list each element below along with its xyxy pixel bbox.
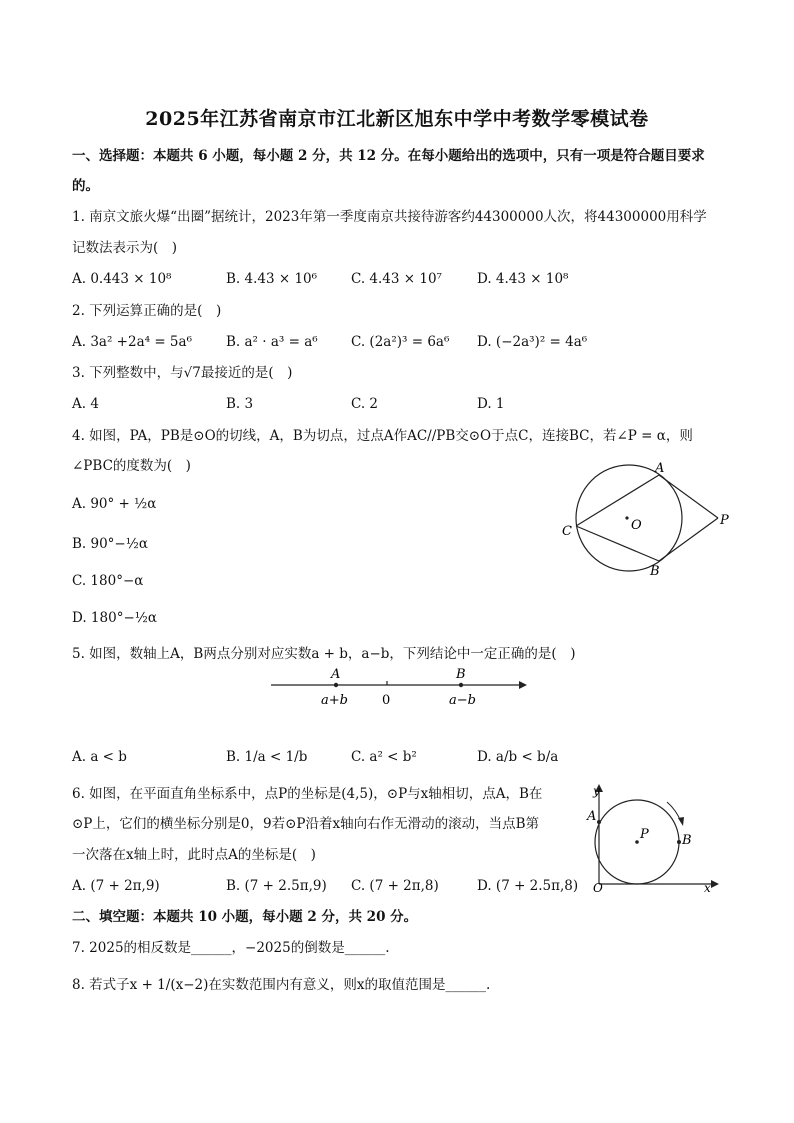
tangent-pb: [659, 518, 718, 561]
q4-option-a: A. 90° + ½α: [72, 496, 157, 512]
label-y: y: [593, 784, 600, 798]
q5-option-d: D. a/b < b/a: [477, 749, 559, 765]
label-o: O: [593, 881, 603, 895]
q4-option-d: D. 180°−½α: [72, 610, 157, 626]
q4-option-b: B. 90°−½α: [72, 536, 148, 552]
q1-option-b: B. 4.43 × 10⁶: [226, 271, 318, 287]
q6-figure: [585, 780, 725, 895]
label-b: B: [456, 667, 466, 682]
q6-option-c: C. (7 + 2π,8): [351, 878, 439, 894]
label-a: A: [655, 461, 665, 476]
label-c: C: [562, 524, 572, 539]
q5-stem: 5. 如图，数轴上A，B两点分别对应实数a + b，a−b，下列结论中一定正确的是( ): [72, 646, 576, 662]
q4-stem-cont: ∠PBC的度数为( ): [72, 458, 191, 474]
label-a-plus-b: a+b: [321, 693, 348, 708]
q8-stem: 8. 若式子x + 1/(x−2)在实数范围内有意义，则x的取值范围是______.: [72, 977, 491, 993]
q1-option-c: C. 4.43 × 10⁷: [351, 271, 442, 287]
label-b: B: [650, 564, 660, 579]
label-a: A: [587, 809, 597, 824]
q5-option-a: A. a < b: [72, 749, 127, 765]
q2-option-b: B. a² · a³ = a⁶: [226, 334, 318, 350]
q6-option-a: A. (7 + 2π,9): [72, 878, 160, 894]
label-a-minus-b: a−b: [449, 693, 476, 708]
point-b: [677, 840, 681, 844]
label-b: B: [682, 833, 692, 848]
q5-option-c: C. a² < b²: [351, 749, 417, 765]
q6-stem: 6. 如图，在平面直角坐标系中，点P的坐标是(4,5)，⊙P与x轴相切，点A，B在: [72, 786, 543, 802]
q4-figure: [555, 458, 735, 583]
point-a: [597, 820, 601, 824]
q2-stem: 2. 下列运算正确的是( ): [72, 303, 222, 319]
tangent-pa: [659, 475, 718, 518]
point-b: [459, 683, 463, 687]
q1-stem: 1. 南京文旅火爆“出圈”据统计，2023年第一季度南京共接待游客约44300000人次，将44300000用科学: [72, 209, 707, 225]
chord-ac: [576, 475, 659, 526]
rolling-arrowhead: [678, 817, 684, 826]
q3-option-a: A. 4: [72, 396, 99, 412]
q7-stem: 7. 2025的相反数是______，−2025的倒数是______.: [72, 940, 390, 956]
q6-stem-cont1: ⊙P上，它们的横坐标分别是0，9若⊙P沿着x轴向右作无滑动的滚动，当点B第: [72, 816, 540, 832]
label-zero: 0: [382, 693, 391, 708]
q5-number-line: [265, 663, 530, 713]
q1-option-d: D. 4.43 × 10⁸: [477, 271, 569, 287]
q1-stem-cont: 记数法表示为( ): [72, 240, 178, 256]
q6-option-d: D. (7 + 2.5π,8): [477, 878, 579, 894]
center-dot: [625, 516, 628, 519]
label-a: A: [331, 667, 341, 682]
q3-option-b: B. 3: [226, 396, 254, 412]
label-x: x: [704, 881, 711, 895]
q4-option-c: C. 180°−α: [72, 573, 144, 589]
q3-option-d: D. 1: [477, 396, 505, 412]
q6-stem-cont2: 一次落在x轴上时，此时点A的坐标是( ): [72, 847, 316, 863]
section1-heading-cont: 的。: [72, 178, 99, 194]
axis-arrow: [519, 681, 527, 689]
label-o: O: [631, 518, 642, 533]
q5-option-b: B. 1/a < 1/b: [226, 749, 308, 765]
q2-option-c: C. (2a²)³ = 6a⁶: [351, 334, 450, 350]
q4-stem: 4. 如图，PA，PB是⊙O的切线，A，B为切点，过点A作AC//PB交⊙O于点C，连接BC，若∠P = α，则: [72, 428, 693, 444]
label-p: P: [720, 513, 729, 528]
point-a: [334, 683, 338, 687]
page-title: 2025年江苏省南京市江北新区旭东中学中考数学零模试卷: [145, 108, 649, 130]
q2-option-a: A. 3a² +2a⁴ = 5a⁶: [72, 334, 192, 350]
q3-option-c: C. 2: [351, 396, 379, 412]
label-p: P: [640, 827, 649, 842]
center-p: [635, 840, 639, 844]
chord-bc: [576, 526, 659, 561]
q3-stem: 3. 下列整数中，与√7最接近的是( ): [72, 365, 293, 381]
x-axis-arrow: [711, 880, 719, 888]
q2-option-d: D. (−2a³)² = 4a⁶: [477, 334, 588, 350]
section1-heading: 一、选择题：本题共 6 小题，每小题 2 分，共 12 分。在每小题给出的选项中，只有一项是符合题目要求: [72, 148, 705, 164]
q1-option-a: A. 0.443 × 10⁸: [72, 271, 172, 287]
section2-heading: 二、填空题：本题共 10 小题，每小题 2 分，共 20 分。: [72, 909, 418, 925]
q6-option-b: B. (7 + 2.5π,9): [226, 878, 327, 894]
